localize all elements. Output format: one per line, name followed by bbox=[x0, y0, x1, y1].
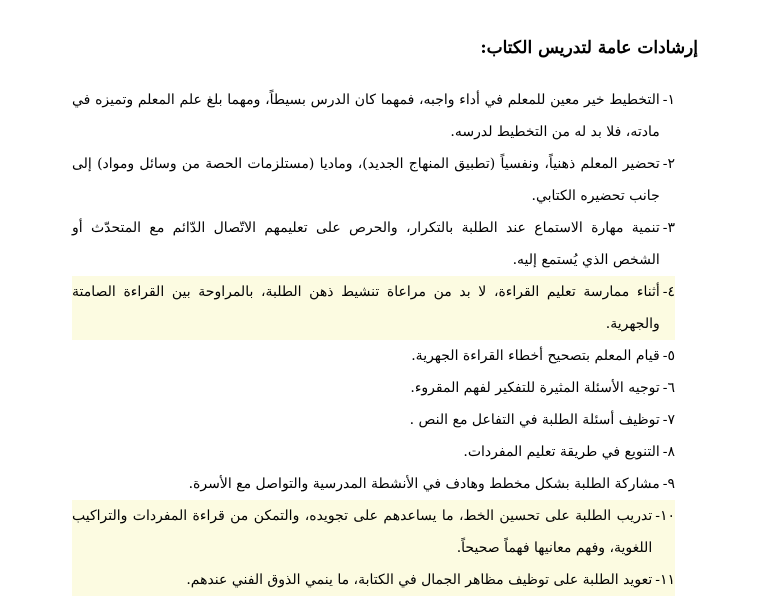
item-text: توظيف أسئلة الطلبة في التفاعل مع النص . bbox=[409, 412, 660, 428]
item-text: مشاركة الطلبة بشكل مخطط وهادف في الأنشطة المدرسية والتواصل مع الأسرة. bbox=[188, 476, 660, 492]
item-number: ١٠- bbox=[655, 508, 675, 524]
item-number: ١١- bbox=[655, 572, 675, 588]
item-text: تدريب الطلبة على تحسين الخط، ما يساعدهم على تجويده، والتمكن من قراءة المفردات والتراكيب اللغوية، وفهم معانيها فهماً صحيحاً. bbox=[72, 508, 653, 556]
item-number: ١- bbox=[662, 92, 675, 108]
item-text: التخطيط خير معين للمعلم في أداء واجبه، فمهما كان الدرس بسيطاً، ومهما بلغ علم المعلم وتميزه في مادته، فلا بد له من التخطيط لدرسه. bbox=[72, 92, 660, 140]
item-number: ٥- bbox=[662, 348, 675, 364]
item-number: ٤- bbox=[662, 284, 675, 300]
list-item bbox=[72, 84, 675, 148]
item-text: أثناء ممارسة تعليم القراءة، لا بد من مراعاة تنشيط ذهن الطلبة، بالمراوحة بين القراءة الصامتة والجهرية. bbox=[72, 284, 660, 332]
item-number: ٨- bbox=[662, 444, 675, 460]
guidelines-list bbox=[72, 84, 675, 596]
list-item bbox=[72, 500, 675, 564]
item-text: تعويد الطلبة على توظيف مظاهر الجمال في الكتابة، ما ينمي الذوق الفني عندهم. bbox=[186, 572, 653, 588]
list-item bbox=[72, 564, 675, 596]
item-number: ٢- bbox=[662, 156, 675, 172]
list-item bbox=[72, 276, 675, 340]
list-item bbox=[72, 436, 675, 468]
list-item bbox=[72, 212, 675, 276]
list-item bbox=[72, 404, 675, 436]
item-text: قيام المعلم بتصحيح أخطاء القراءة الجهرية. bbox=[411, 348, 660, 364]
item-number: ٩- bbox=[662, 476, 675, 492]
page-title: إرشادات عامة لتدريس الكتاب: bbox=[480, 38, 698, 58]
item-text: توجيه الأسئلة المثيرة للتفكير لفهم المقروء. bbox=[410, 380, 660, 396]
item-text: تحضير المعلم ذهنياً، ونفسياً (تطبيق المنهاج الجديد)، وماديا (مستلزمات الحصة من وسائل ومواد) إلى جانب تحضيره الكتابي. bbox=[72, 156, 660, 204]
item-number: ٣- bbox=[662, 220, 675, 236]
list-item bbox=[72, 340, 675, 372]
list-item bbox=[72, 148, 675, 212]
list-item bbox=[72, 372, 675, 404]
list-item bbox=[72, 468, 675, 500]
item-text: تنمية مهارة الاستماع عند الطلبة بالتكرار، والحرص على تعليمهم الاتّصال الدّائم مع المتحدّث أو الشخص الذي يُستمع إليه. bbox=[72, 220, 660, 268]
item-number: ٧- bbox=[662, 412, 675, 428]
item-number: ٦- bbox=[662, 380, 675, 396]
item-text: التنويع في طريقة تعليم المفردات. bbox=[463, 444, 660, 460]
